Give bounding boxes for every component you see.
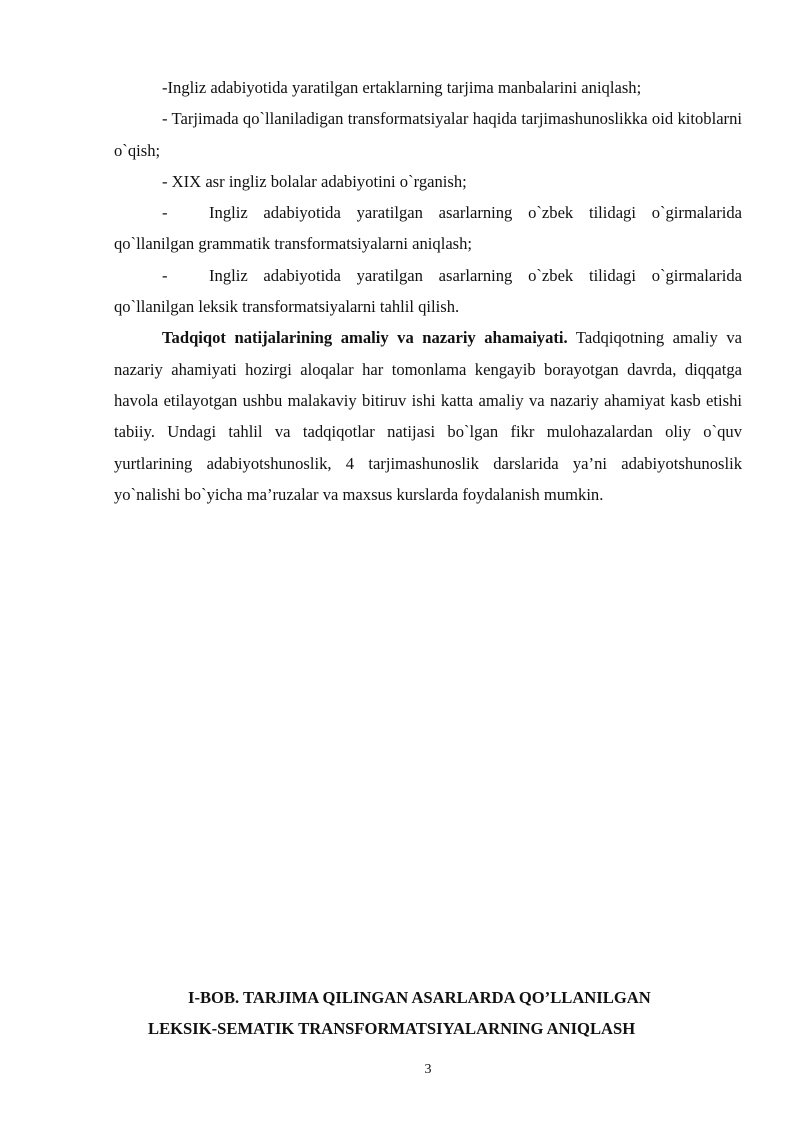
dash-marker: - xyxy=(162,203,168,223)
objective-item-5-text: Ingliz adabiyotida yaratilgan asarlarning o`zbek tilidagi o`girmalarida qo`llanilgan leksik transformatsiyalarni tahlil qilish. xyxy=(114,265,742,317)
body-text xyxy=(114,72,742,510)
significance-paragraph xyxy=(114,322,742,510)
chapter-title-line-1: I-BOB. TARJIMA QILINGAN ASARLARDA QO’LLANILGAN xyxy=(188,988,651,1007)
objective-item-1: -Ingliz adabiyotida yaratilgan ertaklarning tarjima manbalarini aniqlash; xyxy=(162,78,642,97)
significance-text: Tadqiqotning amaliy va nazariy ahamiyati hozirgi aloqalar har tomonlama kengayib borayotgan davrda, diqqatga havola etilayotgan ushbu malakaviy bitiruv ishi katta amaliy va nazariy ahamiyat kasb etishi tabiiy. Undagi tahlil va tadqiqotlar natijasi bo`lgan fikr mulohazalardan oliy o`quv yurtlarining adabiyotshunoslik, 4 tarjimashunoslik darslarida ya’ni adabiyotshunoslik yo`nalishi bo`yicha ma’ruzalar va maxsus kurslarda foydalanish mumkin. xyxy=(114,328,742,504)
chapter-title-line-2: LEKSIK-SEMATIK TRANSFORMATSIYALARNING ANIQLASH xyxy=(148,1019,636,1039)
objective-item-2: - Tarjimada qo`llaniladigan transformatsiyalar haqida tarjimashunoslikka oid kitoblarni o`qish; xyxy=(114,109,742,160)
significance-heading: Tadqiqot natijalarining amaliy va nazariy ahamaiyati. xyxy=(162,328,568,348)
page-number: 3 xyxy=(424,1062,432,1077)
objective-item-4 xyxy=(114,197,742,260)
objective-item-4-text: Ingliz adabiyotida yaratilgan asarlarning o`zbek tilidagi o`girmalarida qo`llanilgan grammatik transformatsiyalarni aniqlash; xyxy=(114,203,742,254)
objective-item-3: - XIX asr ingliz bolalar adabiyotini o`rganish; xyxy=(162,171,467,191)
chapter-title xyxy=(114,982,742,1045)
dash-marker: - xyxy=(162,265,168,285)
objective-item-5 xyxy=(114,260,742,323)
